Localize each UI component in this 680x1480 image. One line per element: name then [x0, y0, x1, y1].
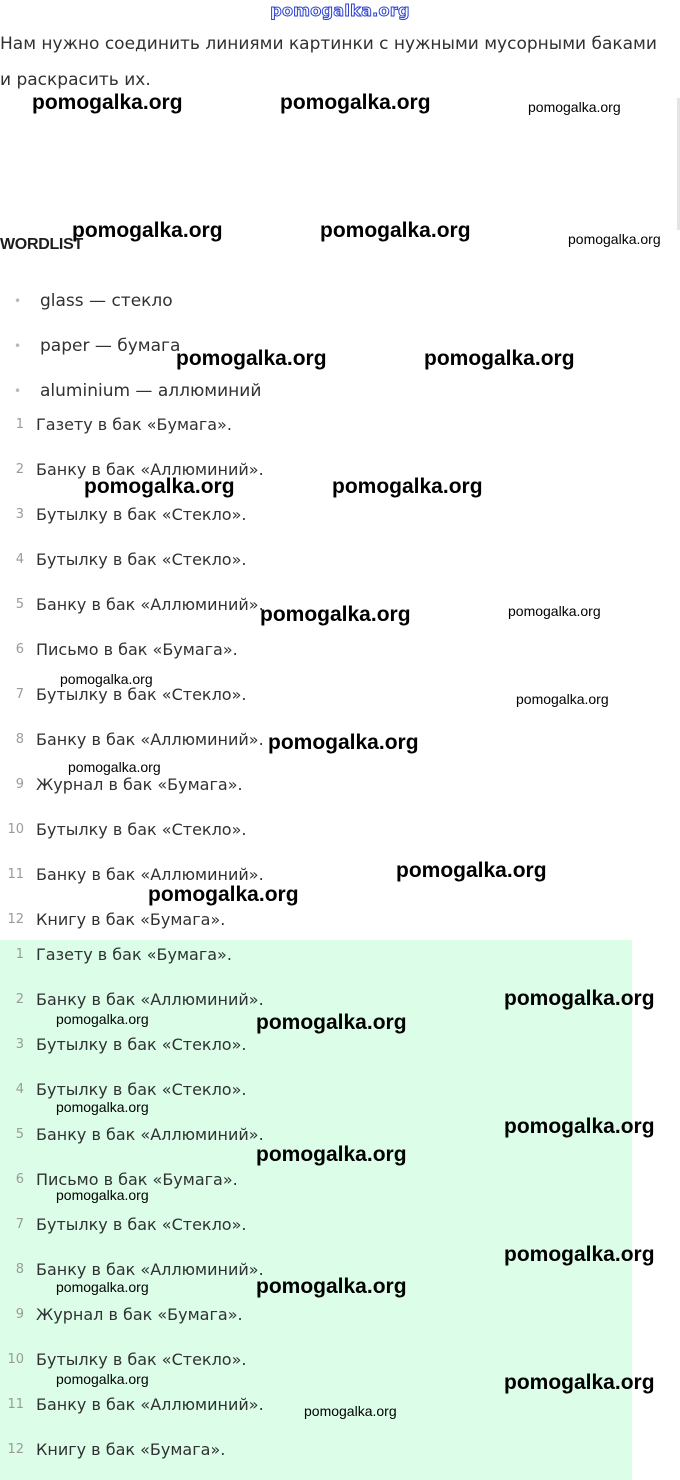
answer-text: Банку в бак «Аллюминий». [36, 865, 264, 884]
bullet-icon: • [14, 384, 22, 398]
header-watermark: pomogalka.org [270, 1, 410, 20]
watermark: pomogalka.org [56, 1011, 149, 1027]
answer-text: Банку в бак «Аллюминий». [36, 1395, 264, 1414]
answer-text: Банку в бак «Аллюминий». [36, 595, 264, 614]
answer-number: 1 [15, 947, 24, 962]
answer-text: Письмо в бак «Бумага». [36, 640, 238, 659]
answer-text: Бутылку в бак «Стекло». [36, 1035, 247, 1054]
watermark: pomogalka.org [280, 91, 431, 114]
watermark: pomogalka.org [32, 91, 183, 114]
watermark: pomogalka.org [268, 731, 419, 754]
watermark: pomogalka.org [148, 883, 299, 906]
answer-number: 9 [15, 777, 24, 792]
answer-text: Газету в бак «Бумага». [36, 945, 232, 964]
answer-text: Банку в бак «Аллюминий». [36, 1125, 264, 1144]
answer-text: Бутылку в бак «Стекло». [36, 820, 247, 839]
answer-text: Письмо в бак «Бумага». [36, 1170, 238, 1189]
watermark: pomogalka.org [304, 1403, 397, 1419]
bullet-icon: • [14, 294, 22, 308]
bullet-icon: • [14, 339, 22, 353]
wordlist-item-text: glass — стекло [40, 291, 173, 311]
watermark: pomogalka.org [332, 475, 483, 498]
answer-row [0, 635, 632, 665]
watermark: pomogalka.org [396, 859, 547, 882]
answer-text: Банку в бак «Аллюминий». [36, 1260, 264, 1279]
answer-text: Бутылку в бак «Стекло». [36, 1080, 247, 1099]
watermark: pomogalka.org [60, 671, 153, 687]
wordlist-item-text: paper — бумага [40, 336, 181, 356]
answer-text: Бутылку в бак «Стекло». [36, 1215, 247, 1234]
answer-text: Бутылку в бак «Стекло». [36, 505, 247, 524]
wordlist-title: WORDLIST [0, 236, 83, 253]
watermark: pomogalka.org [256, 1143, 407, 1166]
answer-text: Бутылку в бак «Стекло». [36, 685, 247, 704]
watermark: pomogalka.org [568, 231, 661, 247]
answer-number: 4 [15, 1082, 24, 1097]
watermark: pomogalka.org [424, 347, 575, 370]
answer-text: Банку в бак «Аллюминий». [36, 730, 264, 749]
watermark: pomogalka.org [260, 603, 411, 626]
answer-text: Книгу в бак «Бумага». [36, 910, 226, 929]
watermark: pomogalka.org [504, 1115, 655, 1138]
answer-row [0, 940, 632, 970]
answer-number: 7 [15, 687, 24, 702]
answer-number: 10 [7, 822, 24, 837]
watermark: pomogalka.org [256, 1275, 407, 1298]
answer-number: 11 [7, 1397, 24, 1412]
answer-text: Бутылку в бак «Стекло». [36, 550, 247, 569]
answer-number: 2 [15, 992, 24, 1007]
answer-number: 6 [15, 1172, 24, 1187]
wordlist-item-text: aluminium — аллюминий [40, 381, 262, 401]
watermark: pomogalka.org [504, 1371, 655, 1394]
answer-number: 8 [15, 732, 24, 747]
answer-number: 9 [15, 1307, 24, 1322]
watermark: pomogalka.org [72, 219, 223, 242]
intro-text: Нам нужно соединить линиями картинки с нужными мусорными баками и раскрасить их. [0, 34, 657, 90]
answer-number: 1 [15, 417, 24, 432]
answer-number: 5 [15, 597, 24, 612]
answer-row [0, 1030, 632, 1060]
answer-number: 12 [7, 1442, 24, 1457]
watermark: pomogalka.org [516, 691, 609, 707]
answer-row [0, 410, 632, 440]
watermark: pomogalka.org [56, 1371, 149, 1387]
answer-number: 6 [15, 642, 24, 657]
answer-row [0, 545, 632, 575]
answer-number: 10 [7, 1352, 24, 1367]
answer-row [0, 500, 632, 530]
answer-number: 3 [15, 507, 24, 522]
answer-number: 3 [15, 1037, 24, 1052]
answer-row [0, 1435, 632, 1465]
answer-number: 2 [15, 462, 24, 477]
answer-row [0, 1300, 632, 1330]
answer-number: 12 [7, 912, 24, 927]
watermark: pomogalka.org [176, 347, 327, 370]
answer-text: Бутылку в бак «Стекло». [36, 1350, 247, 1369]
answer-text: Книгу в бак «Бумага». [36, 1440, 226, 1459]
watermark: pomogalka.org [508, 603, 601, 619]
watermark: pomogalka.org [504, 1243, 655, 1266]
answer-row [0, 905, 632, 935]
watermark: pomogalka.org [56, 1279, 149, 1295]
answer-row [0, 815, 632, 845]
watermark: pomogalka.org [528, 99, 621, 115]
answer-text: Банку в бак «Аллюминий». [36, 460, 264, 479]
answer-number: 8 [15, 1262, 24, 1277]
answer-text: Журнал в бак «Бумага». [36, 1305, 243, 1324]
answer-number: 4 [15, 552, 24, 567]
answer-number: 7 [15, 1217, 24, 1232]
watermark: pomogalka.org [504, 987, 655, 1010]
watermark: pomogalka.org [84, 475, 235, 498]
answer-text: Газету в бак «Бумага». [36, 415, 232, 434]
answer-text: Журнал в бак «Бумага». [36, 775, 243, 794]
watermark: pomogalka.org [56, 1187, 149, 1203]
watermark: pomogalka.org [320, 219, 471, 242]
answer-row [0, 1210, 632, 1240]
answer-number: 11 [7, 867, 24, 882]
watermark: pomogalka.org [68, 759, 161, 775]
answer-text: Банку в бак «Аллюминий». [36, 990, 264, 1009]
watermark: pomogalka.org [256, 1011, 407, 1034]
answer-number: 5 [15, 1127, 24, 1142]
watermark: pomogalka.org [56, 1099, 149, 1115]
